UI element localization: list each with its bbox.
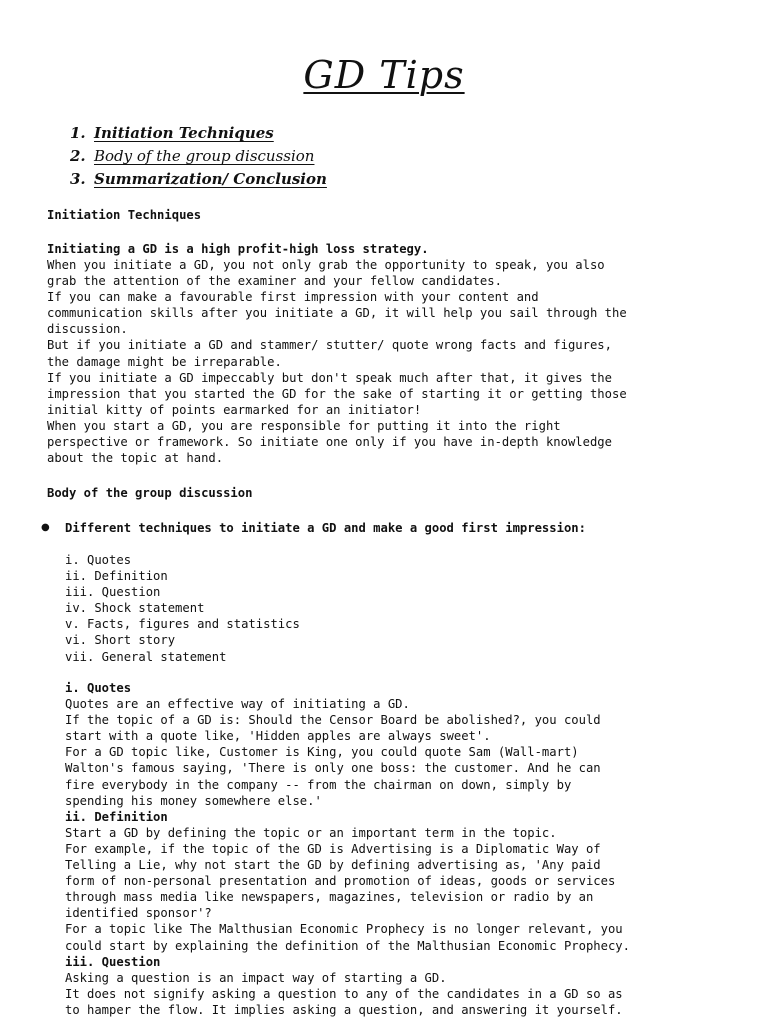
- techniques-detail: i. Quotes Quotes are an effective way of initiating a GD. If the topic of a GD is: Should the Censor Board be abolished?, you could start with a quote like, 'Hidden apples are always sweet'. For a GD topic like, Customer is King, you could quote Sam (Wall-mart) Walton's famous saying, 'There is only one boss: the customer. And he can fire everybody in the company -- from the chairman on down, simply by spending his money somewhere else.' ii. Definition Start a GD by defining the topic or an important term in the topic. For example, if the topic of the GD is Advertising is a Diplomatic Way of Telling a Lie, why not start the GD by defining advertising as, 'Any paid form of non-personal presentation and promotion of ideas, goods or services through mass media like newspapers, magazines, television or radio by an identified sponsor'? For a topic like The Malthusian Economic Prophecy is no longer relevant, you could start by explaining the definition of the Malthusian Economic Prophecy. iii. Question Asking a question is an impact way of starting a GD. It does not signify asking a question to any of the candidates in a GD so as to hamper the flow. It implies asking a question, and answering it yourself.: [65, 681, 630, 1017]
- list-item: i. Quotes: [65, 553, 132, 567]
- initiation-paragraph: When you initiate a GD, you not only grab the opportunity to speak, you also grab the attention of the examiner and your fellow candidates. If you can make a favourable first impression with your content and communication skills after you initiate a GD, it will help you sail through the discussion. But if you initiate a GD and stammer/ stutter/ quote wrong facts and figures, the damage might be irreparable. If you initiate a GD impeccably but don't speak much after that, it gives the impression that you started the GD for the sake of starting it or getting those initial kitty of points earmarked for an initiator! When you start a GD, you are responsible for putting it into the right perspective or framework. So initiate one only if you have in-depth knowledge about the topic at hand.: [47, 258, 627, 466]
- page-title: GD Tips: [303, 53, 465, 97]
- list-item: iii. Question: [65, 585, 161, 600]
- outline-list: [70, 122, 327, 191]
- list-item: v. Facts, figures and statistics: [65, 617, 300, 632]
- section-heading-initiation: Initiation Techniques: [47, 208, 202, 222]
- list-item: ii. Definition: [65, 569, 168, 584]
- techniques-intro: Different techniques to initiate a GD and make a good first impression:: [65, 521, 586, 535]
- list-item: vi. Short story: [65, 633, 176, 648]
- subheading-definition: ii. Definition: [65, 809, 168, 824]
- list-item: vii. General statement: [65, 649, 227, 664]
- subheading-question: iii. Question: [65, 954, 161, 969]
- list-item: iv. Shock statement: [65, 601, 205, 616]
- bullet-icon: ●: [41, 522, 50, 533]
- outline-item: 3. Summarization/ Conclusion: [70, 170, 327, 188]
- initiation-lead: Initiating a GD is a high profit-high loss strategy.: [47, 242, 429, 256]
- outline-item: 2. Body of the group discussion: [70, 147, 315, 165]
- outline-item: 1. Initiation Techniques: [70, 124, 274, 142]
- techniques-list: [65, 552, 300, 665]
- section-heading-body: Body of the group discussion: [47, 486, 253, 500]
- subheading-quotes: i. Quotes: [65, 681, 132, 695]
